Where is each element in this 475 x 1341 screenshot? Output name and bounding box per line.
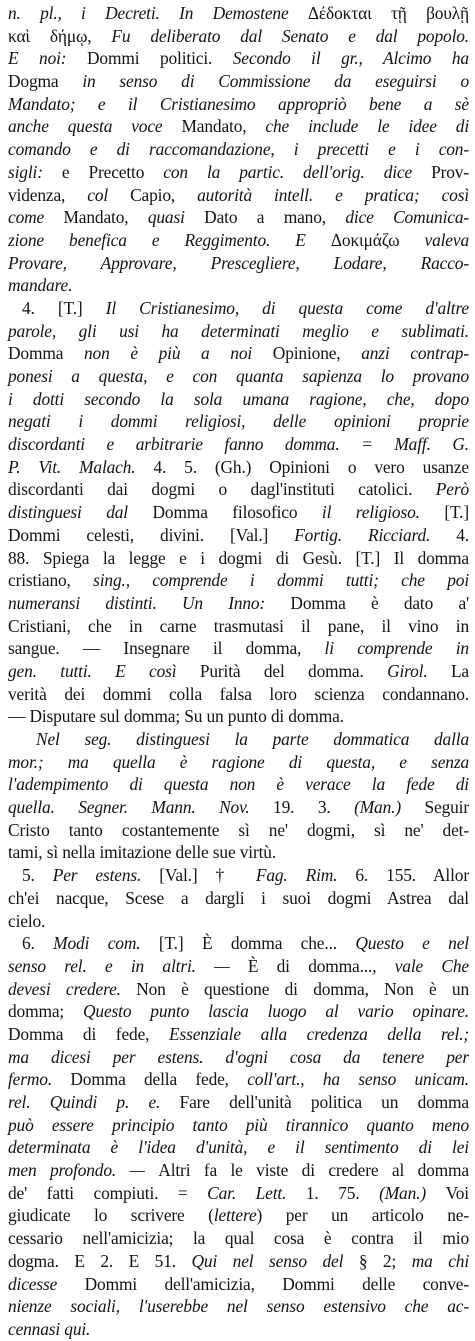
- roman-text-segment: Domma filosofico: [152, 502, 322, 523]
- italic-text-segment: Però: [435, 479, 469, 500]
- italic-text-segment: li comprende in: [324, 638, 469, 659]
- italic-text-segment: mandare.: [8, 275, 73, 296]
- italic-text-segment: Car. Lett.: [207, 1182, 306, 1203]
- entry-line: [8, 1046, 469, 1069]
- italic-text-segment: cennasi qui.: [8, 1318, 91, 1339]
- italic-text-segment: devesi credere.: [8, 978, 137, 999]
- entry-text-column: [8, 2, 469, 1341]
- roman-text-segment: Opinione,: [272, 343, 362, 364]
- entry-line: [8, 252, 469, 275]
- roman-text-segment: Fare dell'unità politica un domma: [179, 1092, 469, 1112]
- italic-text-segment: Secondo il gr., Alcimo ha: [232, 48, 469, 69]
- italic-text-segment: sing., comprende i dommi tutti; che poi: [93, 570, 469, 591]
- entry-line: [8, 1114, 469, 1137]
- italic-text-segment: dice Comunica-: [345, 207, 470, 228]
- roman-text-segment: cessario nell'amicizia; la qual cosa è contra il mio: [8, 1228, 469, 1249]
- italic-text-segment: mor.; ma quella è ragione di questa, e senza: [8, 751, 469, 772]
- entry-line: [8, 297, 469, 320]
- italic-text-segment: l'adempimento di questa non è verace la fede di: [8, 774, 469, 795]
- italic-text-segment: non è più a noi: [83, 343, 273, 364]
- roman-text-segment: Seguir: [424, 797, 469, 818]
- italic-text-segment: zione benefica e Reggimento. E: [8, 229, 331, 250]
- italic-text-segment: anche questa voce: [8, 116, 182, 137]
- roman-text-segment: giudicate lo scrivere (: [8, 1205, 214, 1226]
- roman-text-segment: Δέδοκται τῇ βουλῇ: [307, 3, 469, 23]
- roman-text-segment: Dommi celesti, divini. [Val.]: [8, 524, 295, 545]
- entry-line: [8, 978, 469, 1001]
- roman-text-segment: discordanti dai dogmi o dagl'instituti catolici.: [8, 479, 436, 500]
- italic-text-segment: parole, gli usi ha determinati meglio e sublimati.: [8, 320, 469, 341]
- italic-text-segment: dicesse: [8, 1273, 85, 1294]
- roman-text-segment: È di domma...,: [247, 955, 395, 976]
- entry-line: [8, 320, 469, 343]
- roman-text-segment: dogma. E 2. E 51.: [8, 1250, 192, 1271]
- entry-line: [8, 660, 469, 683]
- italic-text-segment: senso rel. e in altri. —: [8, 955, 248, 976]
- roman-text-segment: § 2;: [358, 1250, 412, 1271]
- roman-text-segment: Non è questione di domma, Non è un: [136, 978, 470, 999]
- entry-line: [8, 1204, 469, 1227]
- entry-line: [8, 705, 469, 728]
- entry-line: [8, 456, 469, 479]
- roman-text-segment: 88. Spiega la legge e i dogmi di Gesù. [T.] Il domma: [8, 547, 469, 568]
- roman-text-segment: Cristiani, che in carne trasmutasi il pane, il vino in: [8, 615, 469, 636]
- italic-text-segment: come: [8, 207, 64, 228]
- italic-text-segment: il religioso.: [321, 502, 445, 523]
- roman-text-segment: Altri fa le viste di credere al domma: [158, 1160, 469, 1181]
- entry-line: [8, 1159, 469, 1182]
- italic-text-segment: Il Cristianesimo, di questa come d'altre: [105, 297, 469, 318]
- roman-text-segment: Voi: [445, 1182, 469, 1203]
- entry-line: [8, 138, 469, 161]
- entry-line: [8, 433, 469, 456]
- italic-text-segment: anzi contrap-: [361, 343, 469, 364]
- italic-text-segment: distinguesi dal: [8, 502, 153, 523]
- roman-text-segment: tami, sì nella imitazione delle sue virtù.: [8, 842, 277, 863]
- entry-line: [8, 569, 469, 592]
- roman-text-segment: [T.] È domma che...: [158, 933, 356, 954]
- entry-line: [8, 410, 469, 433]
- entry-line: [8, 1318, 469, 1341]
- italic-text-segment: quella. Segner. Mann. Nov.: [8, 797, 274, 818]
- entry-line: [8, 796, 469, 819]
- roman-text-segment: cristiano,: [8, 570, 94, 591]
- entry-line: [8, 2, 469, 25]
- entry-line: [8, 501, 469, 524]
- italic-text-segment: E noi:: [8, 48, 87, 69]
- italic-text-segment: comando e di raccomandazione, i precetti e i con-: [8, 139, 469, 160]
- roman-text-segment: Domma: [8, 343, 84, 364]
- italic-text-segment: vale Che: [394, 955, 469, 976]
- italic-text-segment: Provare, Approvare, Prescegliere, Lodare, Racco-: [8, 252, 469, 273]
- entry-line: [8, 592, 469, 615]
- roman-text-segment: Dato a mano,: [204, 207, 346, 228]
- entry-line: [8, 365, 469, 388]
- roman-text-segment: 5.: [22, 865, 53, 886]
- entry-line: [8, 161, 469, 184]
- italic-text-segment: Fag. Rim.: [255, 865, 356, 886]
- entry-line: [8, 728, 469, 751]
- entry-line: [8, 887, 469, 910]
- entry-line: [8, 478, 469, 501]
- entry-line: [8, 1227, 469, 1250]
- italic-text-segment: che include le idee di: [265, 116, 469, 137]
- italic-text-segment: Girol.: [387, 660, 451, 681]
- entry-line: [8, 773, 469, 796]
- italic-text-segment: ma dicesi per estens. d'ogni cosa da tenere per: [8, 1046, 469, 1067]
- roman-text-segment: Dommi dell'amicizia, Dommi delle conve-: [84, 1273, 469, 1294]
- entry-line: [8, 864, 469, 887]
- italic-text-segment: Modi com.: [53, 933, 159, 954]
- roman-text-segment: sangue. — Insegnare il domma,: [8, 638, 325, 659]
- italic-text-segment: lettere: [213, 1205, 257, 1226]
- roman-text-segment: 1. 75.: [305, 1182, 380, 1203]
- italic-text-segment: Questo e nel: [355, 933, 469, 954]
- entry-line: [8, 388, 469, 411]
- roman-text-segment: [T.]: [444, 502, 469, 523]
- entry-line: [8, 274, 469, 297]
- italic-text-segment: n. pl., i Decreti. In Demostene: [8, 3, 308, 23]
- italic-text-segment: con la partic. dell'orig. dice: [163, 161, 432, 182]
- entry-line: [8, 25, 469, 48]
- entry-line: [8, 637, 469, 660]
- entry-line: [8, 342, 469, 365]
- italic-text-segment: Fortig. Ricciard.: [294, 524, 457, 545]
- italic-text-segment: autorità intell. e pratica; così: [197, 184, 469, 205]
- roman-text-segment: Cristo tanto costantemente sì ne' dogmi, sì ne' det-: [8, 819, 469, 840]
- italic-text-segment: ponesi a questa, e con quanta sapienza lo provano: [8, 366, 469, 386]
- entry-line: [8, 47, 469, 70]
- roman-text-segment: 19. 3.: [273, 797, 355, 818]
- italic-text-segment: può essere principio tanto più tirannico quanto meno: [8, 1114, 469, 1135]
- entry-line: [8, 547, 469, 570]
- entry-line: [8, 229, 469, 252]
- italic-text-segment: discordanti e arbitrarie fanno domma. = Maff. G.: [8, 434, 469, 455]
- roman-text-segment: e Precetto: [61, 161, 164, 182]
- italic-text-segment: in senso di Commissione da eseguirsi o: [82, 71, 469, 92]
- entry-line: [8, 955, 469, 978]
- italic-text-segment: determinata è l'idea d'unità, e il sentimento di lei: [8, 1137, 469, 1158]
- roman-text-segment: domma;: [8, 1001, 84, 1022]
- italic-text-segment: P. Vit. Malach.: [8, 456, 154, 477]
- italic-text-segment: ma chi: [411, 1250, 470, 1271]
- roman-text-segment: 4.: [456, 524, 470, 545]
- roman-text-segment: Capio,: [130, 184, 198, 205]
- roman-text-segment: Mandato,: [63, 207, 148, 228]
- roman-text-segment: Dogma: [8, 71, 83, 92]
- italic-text-segment: nienze sociali, l'userebbe nel senso estensivo che ac-: [8, 1296, 469, 1317]
- entry-line: [8, 1091, 469, 1114]
- italic-text-segment: Mandato; e il Cristianesimo appropriò bene a sè: [8, 93, 469, 114]
- entry-line: [8, 683, 469, 706]
- entry-line: [8, 841, 469, 864]
- entry-line: [8, 819, 469, 842]
- roman-text-segment: Domma di fede,: [8, 1023, 169, 1044]
- italic-text-segment: (Man.): [354, 797, 425, 818]
- roman-text-segment: ch'ei nacque, Scese a dargli i suoi dogmi Astrea dal: [8, 887, 469, 908]
- entry-line: [8, 206, 469, 229]
- roman-text-segment: [Val.] †: [159, 865, 256, 886]
- italic-text-segment: (Man.): [379, 1182, 446, 1203]
- italic-text-segment: Questo punto lascia luogo al vario opinare.: [83, 1001, 469, 1022]
- roman-text-segment: cielo.: [8, 910, 46, 931]
- italic-text-segment: i dotti secondo la sola umana ragione, che, dopo: [8, 388, 469, 409]
- roman-text-segment: Purità del domma.: [199, 660, 388, 681]
- entry-line: [8, 93, 469, 116]
- entry-line: [8, 1136, 469, 1159]
- italic-text-segment: Qui nel senso del: [191, 1250, 359, 1271]
- roman-text-segment: 6.: [22, 933, 54, 954]
- entry-line: [8, 524, 469, 547]
- entry-line: [8, 1273, 469, 1296]
- roman-text-segment: Δοκιμάζω: [330, 229, 425, 250]
- italic-text-segment: col: [87, 184, 131, 205]
- roman-text-segment: 6. 155. Allor: [355, 865, 469, 886]
- italic-text-segment: gen. tutti. E così: [8, 660, 200, 681]
- roman-text-segment: Domma è dato a': [290, 592, 469, 613]
- roman-text-segment: Mandato,: [181, 116, 266, 137]
- entry-line: [8, 910, 469, 933]
- entry-line: [8, 932, 469, 955]
- entry-line: [8, 751, 469, 774]
- roman-text-segment: de' fatti compiuti. =: [8, 1182, 208, 1203]
- italic-text-segment: negati i dommi religiosi, delle opinioni proprie: [8, 411, 469, 432]
- roman-text-segment: ) per un articolo ne-: [256, 1205, 469, 1226]
- roman-text-segment: Prov-: [431, 161, 469, 182]
- italic-text-segment: valeva: [424, 229, 469, 250]
- roman-text-segment: verità dei dommi colla falsa loro scienza condannano.: [8, 683, 469, 704]
- italic-text-segment: quasi: [147, 207, 205, 228]
- entry-line: [8, 115, 469, 138]
- italic-text-segment: Nel seg. distinguesi la parte dommatica dalla: [36, 729, 469, 749]
- italic-text-segment: sigli:: [8, 161, 62, 182]
- italic-text-segment: Essenziale alla credenza della rel.;: [169, 1023, 470, 1044]
- italic-text-segment: Fu deliberato dal Senato e dal popolo.: [111, 25, 469, 46]
- entry-line: [8, 70, 469, 93]
- roman-text-segment: 4. [T.]: [22, 297, 106, 318]
- roman-text-segment: — Disputare sul domma; Su un punto di domma.: [8, 706, 344, 727]
- entry-line: [8, 1000, 469, 1023]
- entry-line: [8, 1295, 469, 1318]
- italic-text-segment: rel. Quindi p. e.: [8, 1092, 180, 1112]
- entry-line: [8, 1023, 469, 1046]
- entry-line: [8, 615, 469, 638]
- roman-text-segment: 4. 5. (Gh.) Opinioni o vero usanze: [153, 456, 469, 477]
- italic-text-segment: coll'art., ha senso unicam.: [247, 1069, 469, 1090]
- roman-text-segment: La: [450, 660, 469, 681]
- roman-text-segment: videnza,: [8, 184, 88, 205]
- italic-text-segment: fermo.: [8, 1069, 71, 1090]
- entry-line: [8, 1250, 469, 1273]
- roman-text-segment: καὶ δήμῳ,: [8, 25, 112, 46]
- italic-text-segment: Per estens.: [52, 865, 160, 886]
- italic-text-segment: numeransi distinti. Un Inno:: [8, 592, 291, 613]
- entry-line: [8, 1068, 469, 1091]
- entry-line: [8, 184, 469, 207]
- entry-line: [8, 1182, 469, 1205]
- roman-text-segment: Domma della fede,: [70, 1069, 248, 1090]
- roman-text-segment: Dommi politici.: [87, 48, 233, 69]
- italic-text-segment: men profondo. —: [8, 1160, 159, 1181]
